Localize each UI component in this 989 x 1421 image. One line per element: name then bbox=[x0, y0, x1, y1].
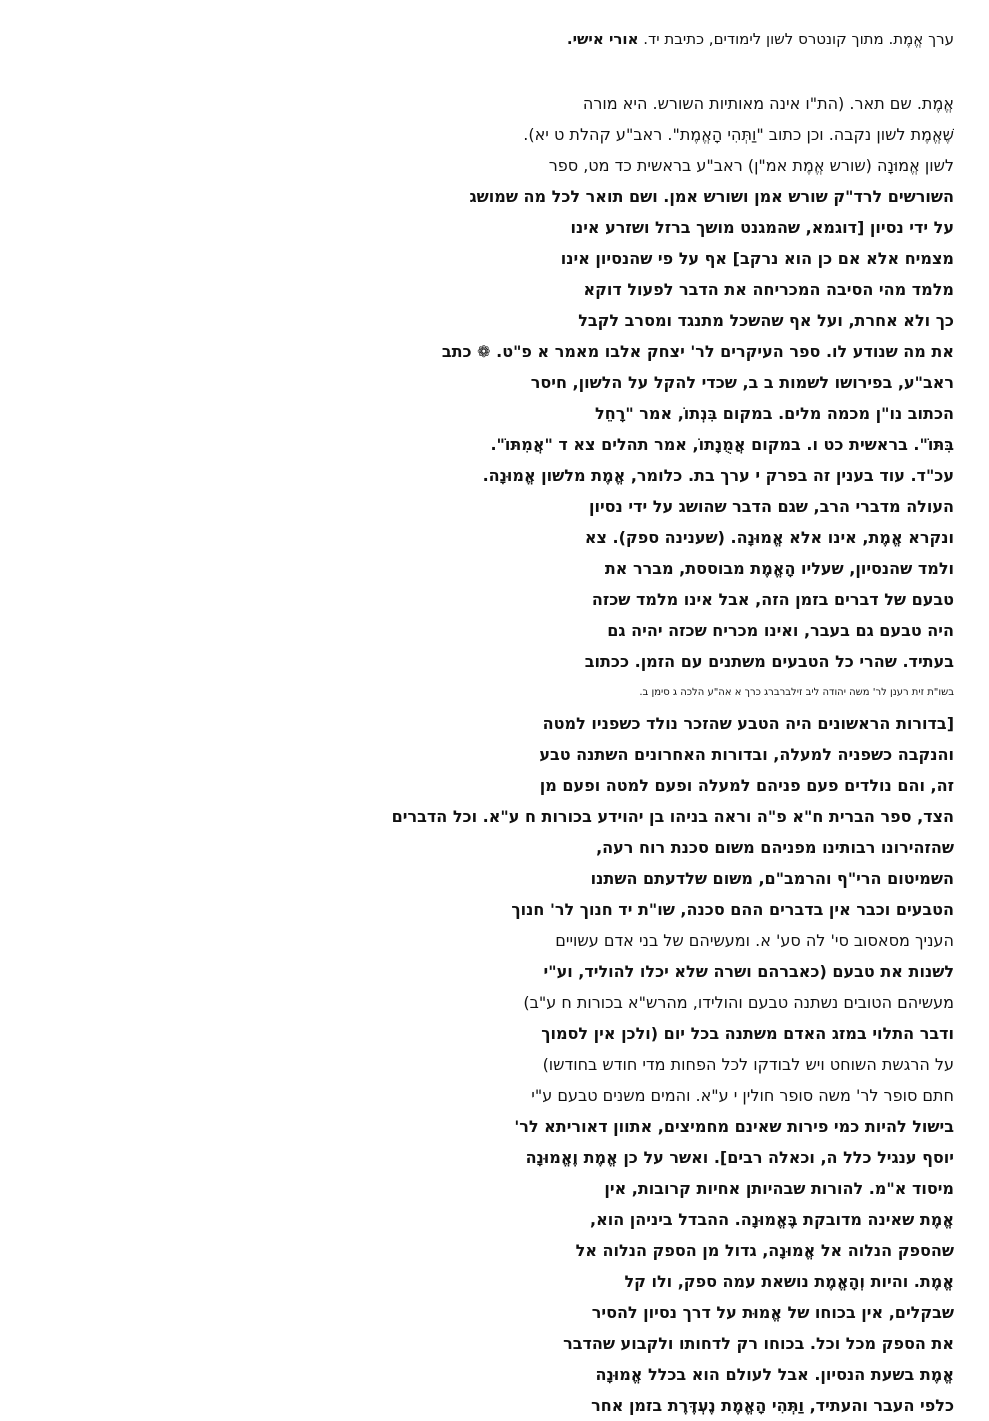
text-line: בעתיד. שהרי כל הטבעים משתנים עם הזמן. ככתוב bbox=[584, 652, 954, 671]
text-line: והנקבה כשפניה למעלה, ובדורות האחרונים השתנה טבע bbox=[539, 745, 954, 764]
text-line: זה, והם נולדים פעם פניהם למעלה ופעם למטה ופעם מן bbox=[539, 776, 954, 795]
text-line: ונקרא אֱמֶת, אינו אלא אֱמוּנָה. (שענינה ספק). צא bbox=[584, 528, 954, 547]
document-header bbox=[34, 28, 954, 50]
text-line: מלמד מהי הסיבה המכריחה את הדבר לפעול דוקא bbox=[583, 280, 954, 299]
text-line: חתם סופר לר' משה סופר חולין י ע"א. והמים משנים טבעם ע"י bbox=[531, 1086, 954, 1105]
text-line: טבעם של דברים בזמן הזה, אבל אינו מלמד שכזה bbox=[591, 590, 954, 609]
text-line: השורשים לרד"ק שורש אמן ושורש אמן. ושם תואר לכל מה שמושג bbox=[469, 187, 954, 206]
text-line: אֱמֶת. והיות וְהָאֱמֶת נושאת עמה ספק, ולו קל bbox=[624, 1272, 954, 1291]
text-line: [בדורות הראשונים היה הטבע שהזכר נולד כשפניו למטה bbox=[542, 714, 954, 733]
text-line: הטבעים וכבר אין בדברים ההם סכנה, שו"ת יד חנוך לר' חנוך bbox=[511, 900, 954, 919]
text-line: ודבר התלוי במזג האדם משתנה בכל יום (ולכן אין לסמוך bbox=[541, 1024, 954, 1043]
text-line: אֱמֶת בשעת הנסיון. אבל לעולם הוא בכלל אֱמוּנָה bbox=[595, 1365, 954, 1384]
text-line: בִּתּוֹ". בראשית כט ו. במקום אֲמֻנָתוֹ, אמר תהלים צא ד "אֲמִתּוֹ". bbox=[490, 435, 954, 454]
text-line: ולמד שהנסיון, שעליו הָאֱמֶת מבוססת, מברר את bbox=[604, 559, 954, 578]
text-line: לשנות את טבעם (כאברהם ושרה שלא יכלו להוליד, וע"י bbox=[543, 962, 954, 981]
text-line: על הרגשת השוחט ויש לבודקו לכל הפחות מדי חודש בחודשו) bbox=[542, 1055, 954, 1074]
text-line: ראב"ע, בפירושו לשמות ב ב, שכדי להקל על הלשון, חיסר bbox=[530, 373, 954, 392]
text-line: שהספק הנלוה אל אֱמוּנָה, גדול מן הספק הנלוה אל bbox=[575, 1241, 954, 1260]
document-page bbox=[34, 28, 954, 1421]
text-line: שהזהירונו רבותינו מפניהם משום סכנת רוח רעה, bbox=[596, 838, 954, 857]
text-line: שֶׁאֱמֶת לשון נקבה. וכן כתוב "וַתְּהִי הָאֱמֶת". ראב"ע קהלת ט יא). bbox=[523, 125, 954, 144]
text-line: אֱמֶת. שם תאר. (הת"ו אינה מאותיות השורש. היא מורה bbox=[582, 94, 954, 113]
text-line: כך ולא אחרת, ועל אף שהשכל מתנגד ומסרב לקבל bbox=[578, 311, 954, 330]
text-line: על ידי נסיון [דוגמא, שהמגנט מושך ברזל ושזרע אינו bbox=[570, 218, 954, 237]
text-line: לשון אֱמוּנָה (שורש אֱמֶת אמ"ן) ראב"ע בראשית כד מט, ספר bbox=[548, 156, 954, 175]
text-line: כלפי העבר והעתיד, וַתְּהִי הָאֱמֶת נֶעְדֶּרֶת בזמן אחר bbox=[591, 1396, 954, 1415]
text-line: הכתוב נו"ן מכמה מלים. במקום בִּנְתוֹ, אמר "רָחֵל bbox=[595, 404, 954, 423]
text-line: העולה מדברי הרב, שגם הדבר שהושג על ידי נסיון bbox=[588, 497, 954, 516]
header-author: אורי אישי. bbox=[566, 30, 639, 48]
text-line: מעשיהם הטובים נשתנה טבעם והולידו, מהרש"א בכורות ח ע"ב) bbox=[523, 993, 954, 1012]
text-line: שבקלים, אין בכוחו של אֱמוּת על דרך נסיון להסיר bbox=[591, 1303, 954, 1322]
text-line: מיסוד א"מ. להורות שבהיותן אחיות קרובות, אין bbox=[604, 1179, 954, 1198]
text-line: העניך מסאסוב סי' לה סע' א. ומעשיהם של בני אדם עשויים bbox=[555, 931, 954, 950]
text-line: בישול להיות כמי פירות שאינם מחמיצים, אתוון דאוריתא לר' bbox=[514, 1117, 954, 1136]
text-line: יוסף ענגיל כלל ה, וכאלה רבים]. ואשר על כן אֱמֶת וֶאֱמוּנָה bbox=[525, 1148, 954, 1167]
text-line: את הספק מכל וכל. בכוחו רק לדחותו ולקבוע שהדבר bbox=[563, 1334, 954, 1353]
text-line: בשו"ת זית רענן לר' משה יהודה ליב זילברברג כרך א אה"ע הלכה ג סימן ב. bbox=[639, 687, 954, 698]
header-source: ערך אֱמֶת. מתוך קונטרס לשון לימודים, כתיבת יד. bbox=[643, 30, 954, 48]
text-line: את מה שנודע לו. ספר העיקרים לר' יצחק אלבו מאמר א פ"ט. ❁ כתב bbox=[441, 342, 954, 361]
text-line: היה טבעם גם בעבר, ואינו מכריח שכזה יהיה גם bbox=[607, 621, 954, 640]
text-line: עכ"ד. עוד בענין זה בפרק י ערך בת. כלומר, אֱמֶת מלשון אֱמוּנָה. bbox=[482, 466, 954, 485]
text-line: אֱמֶת שאינה מדובקת בֶּאֱמוּנָה. ההבדל ביניהן הוא, bbox=[589, 1210, 954, 1229]
document-body bbox=[34, 88, 954, 1421]
text-line: השמיטום הרי"ף והרמב"ם, משום שלדעתם השתנו bbox=[590, 869, 954, 888]
text-line: מצמיח אלא אם כן הוא נרקב] אף על פי שהנסיון אינו bbox=[560, 249, 954, 268]
text-line: הצד, ספר הברית ח"א פ"ה וראה בניהו בן יהוידע בכורות ח ע"א. וכל הדברים bbox=[391, 807, 954, 826]
